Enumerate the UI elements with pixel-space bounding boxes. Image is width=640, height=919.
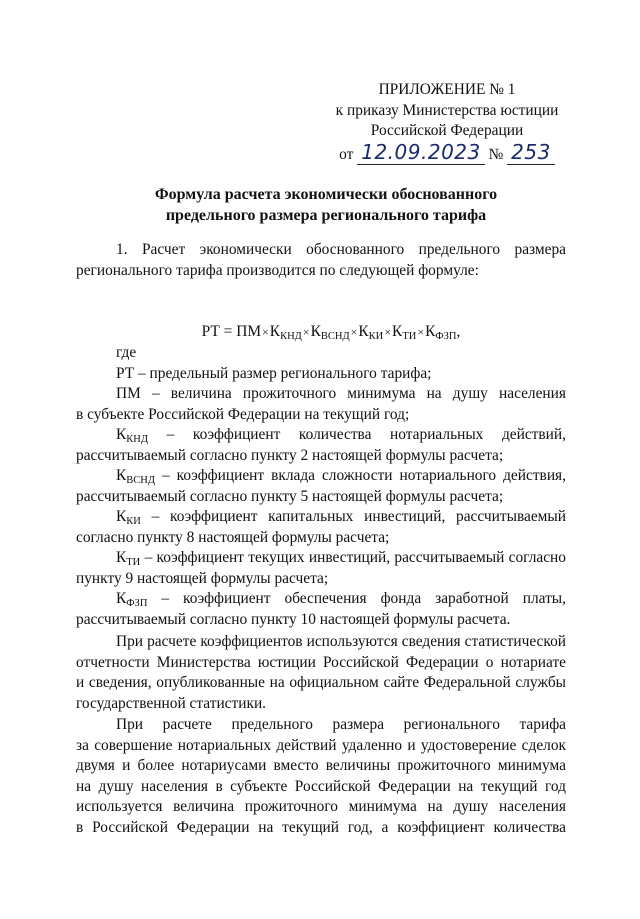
- def-sub-knd: КНД: [126, 434, 149, 445]
- def-vsnd-line-2: рассчитываемый согласно пункту 5 настоящей формулы расчета;: [76, 487, 504, 505]
- appendix-order-line: к приказу Министерства юстиции: [335, 101, 559, 119]
- def-pm-line-2: в субъекте Российской Федерации на текущий год;: [76, 405, 410, 423]
- document-title: [0, 184, 640, 226]
- stats-line-2: отчетности Министерства юстиции Российской Федерации о нотариате: [76, 653, 566, 671]
- def-k: К: [116, 549, 127, 566]
- handwritten-date: 12.09.2023: [357, 140, 485, 165]
- definitions-section: [76, 343, 566, 838]
- sub-ti: ТИ: [402, 331, 417, 342]
- remote-line-2: за совершение нотариальных действий удаленно и удостоверение сделок: [76, 736, 566, 754]
- def-knd-text: – коэффициент количества нотариальных действий,: [166, 426, 566, 443]
- times-sign: ×: [262, 325, 269, 339]
- def-fzp-text: – коэффициент обеспечения фонда заработной платы,: [161, 590, 566, 607]
- number-sign: №: [488, 145, 504, 163]
- sub-knd: КНД: [280, 331, 302, 342]
- appendix-heading: ПРИЛОЖЕНИЕ № 1: [378, 81, 516, 98]
- times-sign: ×: [417, 325, 425, 339]
- def-k: К: [116, 467, 127, 484]
- stats-line-1: При расчете коэффициентов используются сведения статистической: [116, 633, 566, 650]
- def-ki-text: – коэффициент капитальных инвестиций, рассчитываемый: [151, 508, 566, 525]
- times-sign: ×: [302, 325, 310, 339]
- remote-line-5: используется величина прожиточного минимума на душу населения: [76, 798, 566, 815]
- sub-ki: КИ: [368, 331, 384, 342]
- remote-line-6: в Российской Федерации на текущий год, а коэффициент количества: [76, 818, 566, 836]
- sub-vsnd: ВСНД: [320, 331, 350, 342]
- def-sub-ki: КИ: [126, 516, 141, 527]
- appendix-authority-line: Российской Федерации: [370, 122, 524, 139]
- def-fzp-line-2: рассчитываемый согласно пункту 10 настоящей формулы расчета.: [76, 610, 511, 628]
- stats-line-4: государственной статистики.: [76, 694, 267, 712]
- def-ki-line-1: [76, 507, 566, 528]
- title-line-1: Формула расчета экономически обоснованного: [154, 186, 498, 203]
- def-pm-line-1: ПМ – величина прожиточного минимума на душу населения: [116, 385, 566, 402]
- def-sub-ti: ТИ: [126, 557, 141, 568]
- formula-pm: ПМ: [236, 323, 262, 340]
- def-fzp-line-1: [76, 589, 566, 610]
- def-k: К: [116, 590, 127, 607]
- sub-fzp: ФЗП: [435, 331, 457, 342]
- def-vsnd-line-1: [76, 466, 566, 487]
- intro-line-2: регионального тарифа производится по следующей формуле:: [76, 261, 479, 279]
- appendix-block: [322, 80, 572, 165]
- handwritten-order-number: 253: [507, 140, 555, 165]
- def-ti-line-2: пункту 9 настоящей формулы расчета;: [76, 569, 329, 587]
- def-knd-line-2: рассчитываемый согласно пункту 2 настоящей формулы расчета;: [76, 446, 504, 464]
- def-sub-vsnd: ВСНД: [126, 475, 156, 486]
- where-label: где: [116, 344, 137, 361]
- formula-equals: =: [223, 323, 233, 340]
- remote-line-3: двумя и более нотариусами вместо величины прожиточного минимума: [76, 757, 566, 774]
- title-line-2: предельного размера регионального тарифа: [165, 207, 487, 224]
- date-prefix: от: [339, 145, 354, 163]
- times-sign: ×: [350, 325, 358, 339]
- def-k: К: [116, 508, 127, 525]
- intro-line-1: 1. Расчет экономически обоснованного предельного размера: [116, 241, 566, 258]
- def-ti-line-1: [76, 548, 566, 569]
- formula-end: ,: [456, 323, 461, 340]
- def-ki-line-2: согласно пункту 8 настоящей формулы расчета;: [76, 528, 390, 546]
- appendix-date-line: [322, 139, 572, 166]
- remote-line-4: на душу населения в субъекте Российской Федерации на текущий год: [76, 777, 566, 795]
- def-vsnd-text: – коэффициент вклада сложности нотариального действия,: [162, 467, 566, 484]
- def-ti-text: – коэффициент текущих инвестиций, рассчитываемый согласно: [144, 549, 566, 566]
- def-sub-fzp: ФЗП: [126, 598, 148, 609]
- formula-k: К: [269, 323, 281, 340]
- tariff-formula: [76, 322, 566, 343]
- times-sign: ×: [384, 325, 392, 339]
- def-rt: РТ – предельный размер регионального тарифа;: [116, 364, 432, 382]
- remote-line-1: При расчете предельного размера регионального тарифа: [116, 716, 566, 733]
- formula-k: К: [392, 323, 403, 340]
- formula-k: К: [358, 323, 369, 340]
- def-knd-line-1: [76, 425, 566, 446]
- formula-k: К: [425, 323, 436, 340]
- intro-section: [76, 240, 566, 281]
- formula-rt: РТ: [201, 323, 220, 340]
- def-k: К: [116, 426, 127, 443]
- stats-line-3: и сведения, опубликованные на официальном сайте Федеральной службы: [76, 674, 566, 691]
- formula-k: К: [310, 323, 321, 340]
